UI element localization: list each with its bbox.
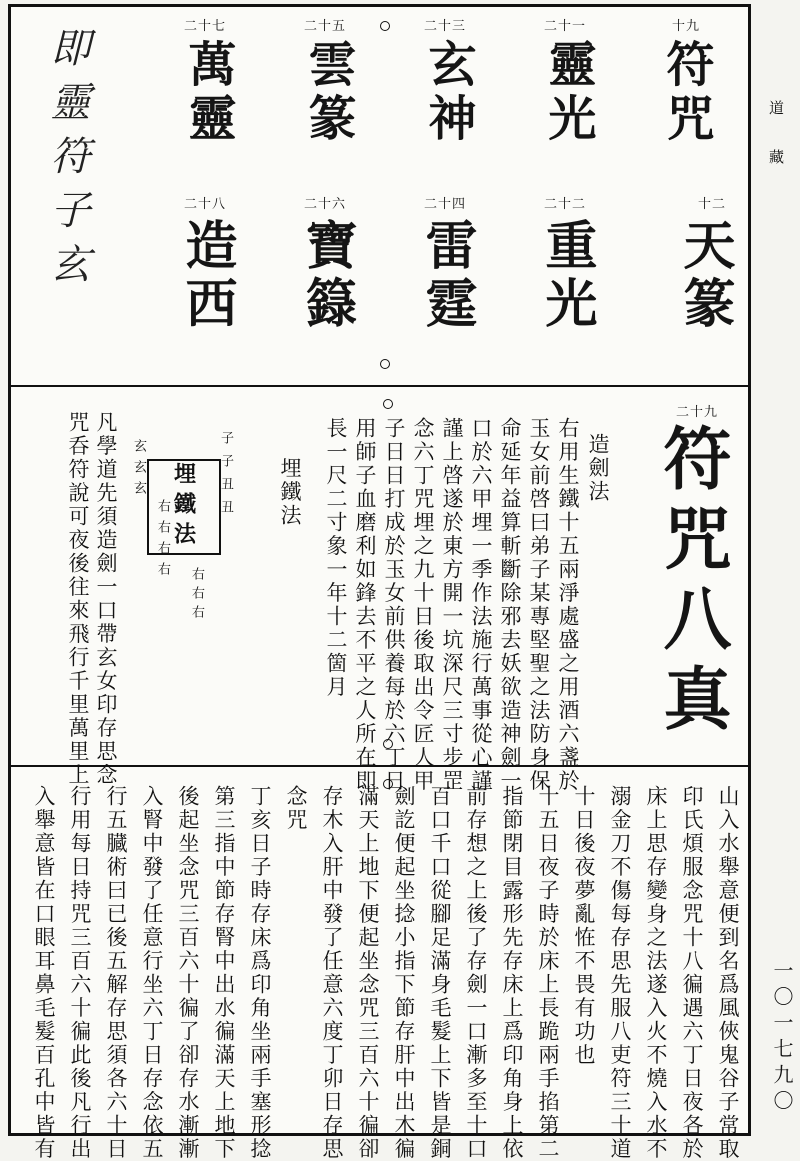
seal-glyphs: 天篆 bbox=[674, 218, 735, 334]
text-column: 入舉意皆在口眼耳鼻毛髮百孔中皆有 bbox=[32, 785, 56, 1161]
seal-glyphs: 重光 bbox=[536, 218, 597, 334]
method-panel bbox=[11, 387, 748, 793]
text-column: 第三指中節存腎中出水徧滿天上地下 bbox=[212, 785, 236, 1161]
text-column: 行五臓術曰已後五解存思須各六十日 bbox=[104, 785, 128, 1161]
seal-number: 二十二 bbox=[543, 197, 586, 212]
seal-column bbox=[500, 13, 620, 373]
text-column: 口於六甲埋一季作法施行萬事從心謹 bbox=[469, 417, 493, 793]
seal-column bbox=[140, 13, 260, 373]
circle-mark-icon bbox=[383, 739, 393, 749]
text-column: 溺金刀不傷每存思先服八吏符三十道 bbox=[608, 785, 632, 1161]
seal-glyphs: 靈光 bbox=[540, 39, 596, 147]
seal-glyphs: 玄神 bbox=[420, 39, 476, 147]
page-number: 一〇一七九〇 bbox=[770, 960, 794, 1116]
text-column: 命延年益算斬斷除邪去妖欲造神劍一 bbox=[498, 417, 522, 793]
circle-mark-icon bbox=[383, 399, 393, 409]
seal-number: 二十六 bbox=[303, 197, 346, 212]
text-column: 十日後夜夢亂恠不畏有功也 bbox=[572, 785, 596, 1067]
text-column: 子日日打成於玉女前供養每於六丁日 bbox=[382, 417, 406, 793]
text-column: 念六丁咒埋之九十日後取出令匠人甲 bbox=[411, 417, 435, 793]
text-column: 用師子血磨利如鋒去不平之人所在即 bbox=[353, 417, 377, 793]
charm-label-box: 埋鐵法 bbox=[147, 459, 221, 555]
seal-number: 二十九 bbox=[675, 405, 718, 420]
collection-label: 道藏 bbox=[767, 100, 785, 198]
seal-number: 二十三 bbox=[423, 19, 466, 34]
seal-number: 二十七 bbox=[183, 19, 226, 34]
text-column: 滿天上地下便起坐念咒三百六十徧卻 bbox=[356, 785, 380, 1161]
seal-column bbox=[380, 13, 500, 373]
seal-panel bbox=[11, 7, 748, 385]
seal-glyphs: 造西 bbox=[176, 218, 237, 334]
text-column: 山入水舉意便到名爲風俠鬼谷子常取 bbox=[716, 785, 740, 1161]
seal-glyphs: 雲篆 bbox=[300, 39, 356, 147]
charm-left-marks: 玄玄玄 bbox=[131, 439, 146, 502]
seal-glyphs: 萬靈 bbox=[180, 39, 236, 147]
text-column: 行用每日持咒三百六十徧此後凡行出 bbox=[68, 785, 92, 1161]
circle-mark-icon bbox=[380, 21, 390, 31]
seal-number: 二十五 bbox=[303, 19, 346, 34]
seal-number: 二十八 bbox=[183, 197, 226, 212]
section-title: 造劍法 bbox=[586, 433, 610, 504]
text-column: 咒呑符說可夜後往來飛行千里萬里上 bbox=[66, 411, 90, 787]
text-column: 劍訖便起坐捻小指下節存肝中出木徧 bbox=[392, 785, 416, 1161]
charm-bottom-marks: 右右右右 bbox=[155, 499, 170, 583]
text-column: 後起坐念咒三百六十徧了卻存水漸漸 bbox=[176, 785, 200, 1161]
text-column: 玉女前啓曰弟子某專堅聖之法防身保 bbox=[527, 417, 551, 793]
seal-glyphs: 雷霆 bbox=[416, 218, 477, 334]
text-column: 入腎中發了任意行坐六丁日存念依五 bbox=[140, 785, 164, 1161]
charm-top-marks: 子子丑丑 bbox=[218, 431, 233, 523]
text-column: 右用生鐵十五兩淨處盛之用酒六盞於 bbox=[556, 417, 580, 793]
seal-column bbox=[620, 13, 740, 373]
seal-number: 十二 bbox=[697, 197, 726, 212]
text-column: 床上思存變身之法遂入火不燒入水不 bbox=[644, 785, 668, 1161]
large-seal-glyphs: 符咒八真 bbox=[652, 423, 732, 743]
charm-right-marks: 右右右 bbox=[189, 567, 204, 624]
section-title: 埋鐵法 bbox=[278, 457, 302, 528]
seal-number: 二十一 bbox=[543, 19, 586, 34]
text-column: 印氏煩服念咒十八徧遇六丁日夜各於 bbox=[680, 785, 704, 1161]
seal-glyphs: 寶籙 bbox=[296, 218, 357, 334]
seal-number: 十九 bbox=[671, 19, 700, 34]
text-column: 念咒 bbox=[284, 785, 308, 832]
seal-column bbox=[260, 13, 380, 373]
cursive-script-column: 即靈符子玄 bbox=[44, 27, 90, 297]
text-column: 百口千口從腳足滿身毛髮上下皆是銅 bbox=[428, 785, 452, 1161]
text-column: 前存想之上後了存劍一口漸多至十口 bbox=[464, 785, 488, 1161]
text-column: 長一尺二寸象一年十二箇月 bbox=[324, 417, 348, 699]
text-column: 十五日夜子時於床上長跪兩手掐第二 bbox=[536, 785, 560, 1161]
seal-number: 二十四 bbox=[423, 197, 466, 212]
text-column: 丁亥日子時存床爲印角坐兩手塞形捻 bbox=[248, 785, 272, 1161]
text-column: 凡學道先須造劍一口帶玄女印存思念 bbox=[94, 411, 118, 787]
circle-mark-icon bbox=[383, 779, 393, 789]
text-column: 存木入肝中發了任意六度丁卯日存思 bbox=[320, 785, 344, 1161]
page-frame bbox=[8, 4, 751, 1161]
seal-glyphs: 符咒 bbox=[658, 39, 714, 147]
circle-mark-icon bbox=[380, 359, 390, 369]
practice-panel bbox=[11, 767, 748, 1161]
text-column: 指節閉目露形先存床上爲印角身上依 bbox=[500, 785, 524, 1161]
text-column: 謹上啓遂於東方開一坑深尺三寸步罡 bbox=[440, 417, 464, 793]
